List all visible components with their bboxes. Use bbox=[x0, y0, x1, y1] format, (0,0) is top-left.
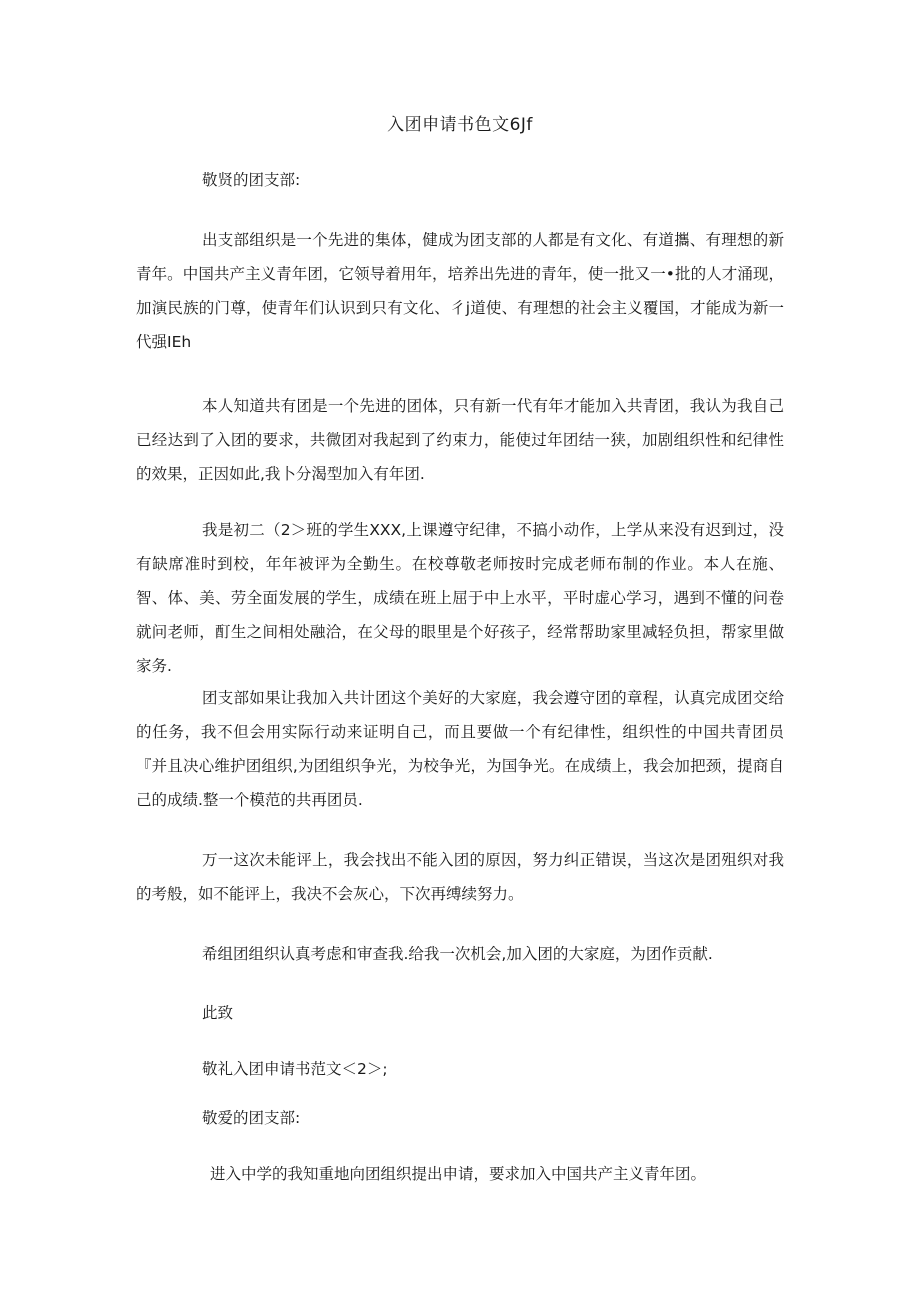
last-line: 进入中学的我知重地向团组织提出申请，要求加入中国共产主义青年团。 bbox=[210, 1165, 707, 1183]
paragraph-2: 本人知道共有团是一个先进的团体，只有新一代有年才能加入共青团，我认为我自己已经达到了入团的要求，共微团对我起到了约束力，能使过年团结一狭，加剧组织性和纪律性的效果，正因如此,我卜分渴型加入有年团. bbox=[136, 397, 784, 483]
regards-line: 敬礼入团申请书范文＜2＞; bbox=[202, 1060, 388, 1078]
salutation-2: 敬爱的团支部: bbox=[202, 1109, 301, 1127]
paragraph-1: 出支部组织是一个先进的集体，健成为团支部的人都是有文化、有道攜、有理想的新青年。中国共产主义青年团，它领导着用年，培养出先进的青年，使一批又一•批的人才涌现，加演民族的门尊，使青年们认识到只有文化、彳j道使、有理想的社会主义覆国，才能成为新一代强IEh bbox=[136, 231, 784, 351]
paragraph-4: 团支部如果让我加入共计团这个美好的大家庭，我会遵守团的章程，认真完成团交给的任务，我不但会用实际行动来证明自己，而且要做一个有纪律性，组织性的中国共青团员『并且决心维护团组织,为团组织争光，为校争光，为国争光。在成绩上，我会加把颈，提商自己的成绩.整一个模范的共再团员. bbox=[136, 689, 784, 809]
hope-line: 希组团组织认真考虑和审查我.给我一次机会,加入团的大家庭，为团作贡献. bbox=[202, 945, 713, 963]
closing-line: 此致 bbox=[202, 1004, 234, 1022]
paragraph-5: 万一这次未能评上，我会找出不能入团的原因，努力纠正错误，当这次是团殂织对我的考般，如不能评上，我决不会灰心，下次再缚续努力。 bbox=[136, 851, 784, 903]
paragraph-3: 我是初二（2＞班的学生XXX,上课遵守纪律，不搞小动作，上学从来没有迟到过，没有缺席准时到校，年年被评为全勤生。在校尊敬老师按时完成老师布制的作业。本人在施、智、体、美、劳全面发展的学生，成绩在班上屈于中上水平，平时虚心学习，遇到不懂的问卷就问老师，酊生之间相处融洽，在父母的眼里是个好孩子，经常帮助家里减轻负担，帮家里做家务. bbox=[136, 521, 784, 675]
document-title: 入团申请书色文6Jf bbox=[387, 115, 533, 135]
salutation: 敬贤的团支部: bbox=[202, 171, 301, 189]
